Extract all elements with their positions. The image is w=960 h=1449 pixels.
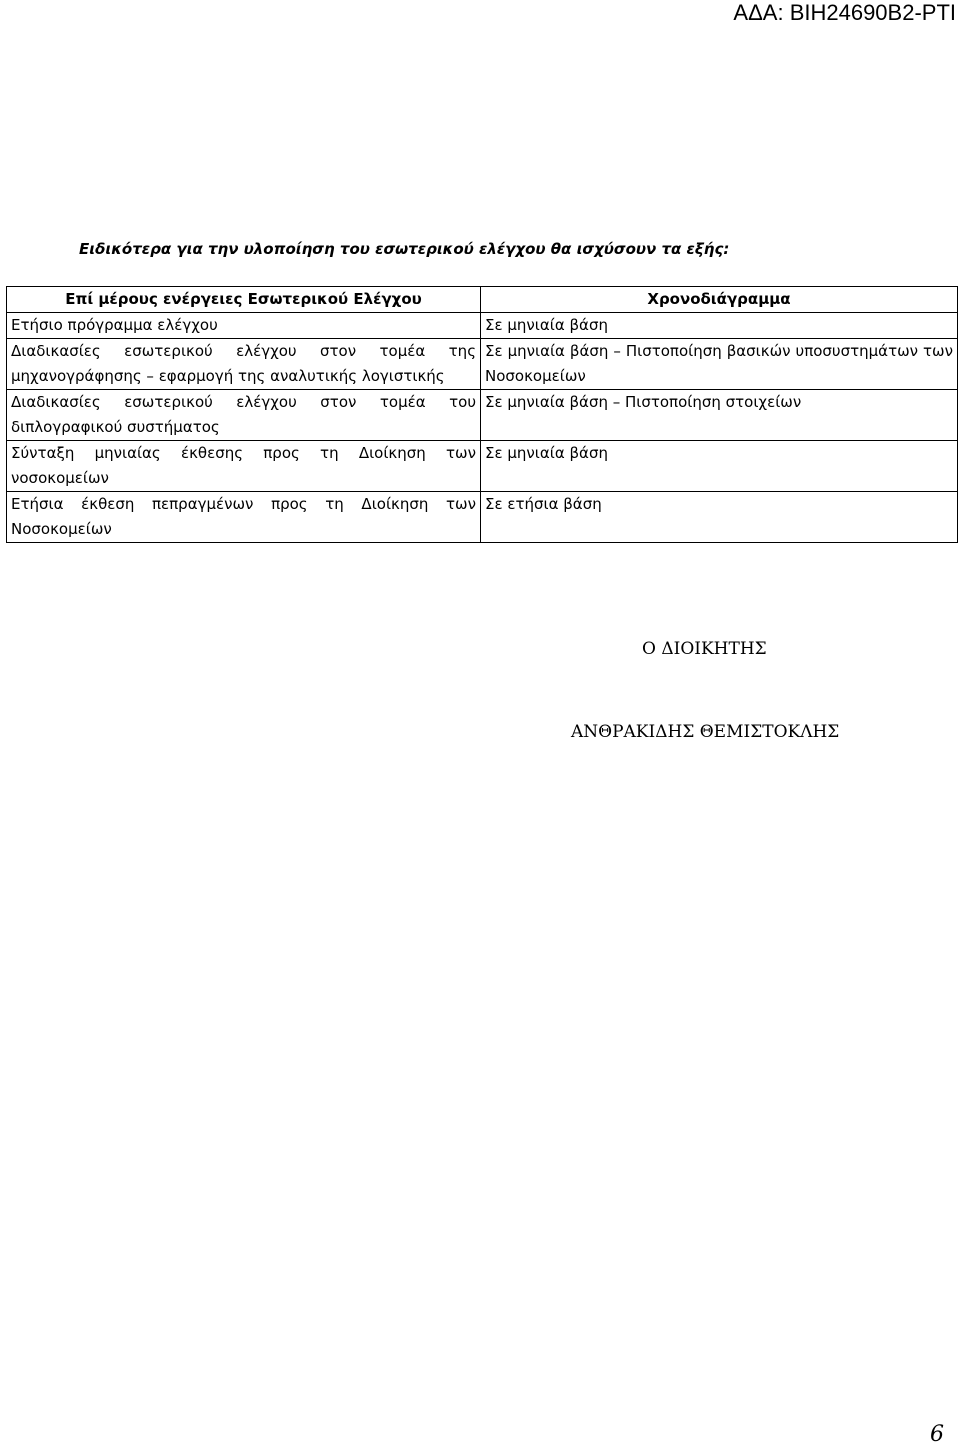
table-cell-action: Διαδικασίες εσωτερικού ελέγχου στον τομέα της μηχανογράφησης – εφαρμογή της αναλυτικής λογιστικής — [7, 339, 481, 390]
column-header-schedule: Χρονοδιάγραμμα — [481, 287, 958, 313]
table-cell-schedule: Σε ετήσια βάση — [481, 492, 958, 543]
signature-name: ΑΝΘΡΑΚΙΔΗΣ ΘΕΜΙΣΤΟΚΛΗΣ — [571, 722, 840, 742]
column-header-actions: Επί μέρους ενέργειες Εσωτερικού Ελέγχου — [7, 287, 481, 313]
table-cell-schedule: Σε μηνιαία βάση — [481, 313, 958, 339]
table-row — [7, 313, 958, 339]
signature-title: Ο ΔΙΟΙΚΗΤΗΣ — [642, 639, 767, 659]
table-row — [7, 492, 958, 543]
table-cell-schedule: Σε μηνιαία βάση – Πιστοποίηση στοιχείων — [481, 390, 958, 441]
table-header-row — [7, 287, 958, 313]
intro-paragraph: Ειδικότερα για την υλοποίηση του εσωτερικού ελέγχου θα ισχύσουν τα εξής: — [79, 240, 730, 258]
ada-code: ΑΔΑ: ΒΙΗ24690Β2-ΡΤΙ — [733, 0, 956, 25]
table-cell-schedule: Σε μηνιαία βάση — [481, 441, 958, 492]
internal-audit-schedule-table — [6, 286, 958, 543]
table-cell-action: Ετήσια έκθεση πεπραγμένων προς τη Διοίκηση των Νοσοκομείων — [7, 492, 481, 543]
table-row — [7, 390, 958, 441]
table-cell-action: Ετήσιο πρόγραμμα ελέγχου — [7, 313, 481, 339]
table-cell-schedule: Σε μηνιαία βάση – Πιστοποίηση βασικών υποσυστημάτων των Νοσοκομείων — [481, 339, 958, 390]
table-row — [7, 339, 958, 390]
page-number: 6 — [930, 1422, 944, 1447]
table-cell-action: Σύνταξη μηνιαίας έκθεσης προς τη Διοίκηση των νοσοκομείων — [7, 441, 481, 492]
table-cell-action: Διαδικασίες εσωτερικού ελέγχου στον τομέα του διπλογραφικού συστήματος — [7, 390, 481, 441]
table-row — [7, 441, 958, 492]
